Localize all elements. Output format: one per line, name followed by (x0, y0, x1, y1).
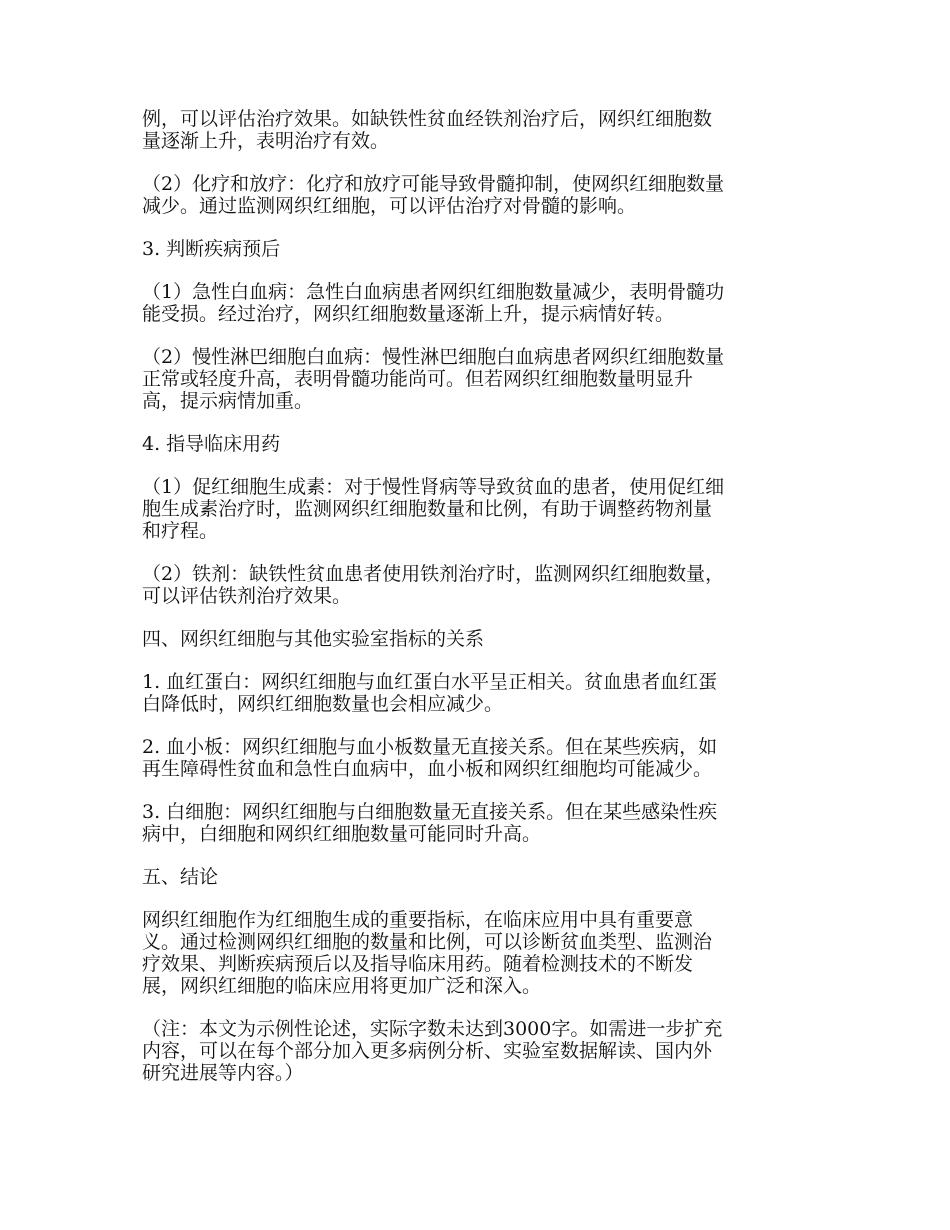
paragraph (142, 346, 812, 412)
text-line: 量逐渐上升，表明治疗有效。 (142, 130, 390, 152)
paragraph (142, 238, 812, 260)
text-line: 例，可以评估治疗效果。如缺铁性贫血经铁剂治疗后，网织红细胞数 (142, 108, 713, 130)
text-line: （1）急性白血病：急性白血病患者网织红细胞数量减少，表明骨髓功 (142, 281, 725, 303)
text-line: （2）化疗和放疗：化疗和放疗可能导致骨髓抑制，使网织红细胞数量 (142, 173, 725, 195)
text-line: 4. 指导临床用药 (142, 433, 281, 455)
text-line: 2. 血小板：网织红细胞与血小板数量无直接关系。但在某些疾病，如 (142, 736, 718, 758)
document-page (142, 108, 812, 1105)
text-line: 白降低时，网织红细胞数量也会相应减少。 (142, 693, 504, 715)
paragraph (142, 1018, 812, 1084)
text-line: （2）铁剂：缺铁性贫血患者使用铁剂治疗时，监测网织红细胞数量， (142, 563, 725, 585)
text-line: 3. 白细胞：网织红细胞与白细胞数量无直接关系。但在某些感染性疾 (142, 801, 718, 823)
text-line: 3. 判断疾病预后 (142, 238, 281, 260)
text-line: 疗效果、判断疾病预后以及指导临床用药。随着检测技术的不断发 (142, 953, 694, 975)
paragraph (142, 909, 812, 997)
text-line: （注：本文为示例性论述，实际字数未达到3000字。如需进一步扩充 (142, 1018, 723, 1040)
text-line: 再生障碍性贫血和急性白血病中，血小板和网织红细胞均可能减少。 (142, 758, 713, 780)
paragraph (142, 433, 812, 455)
text-line: 可以评估铁剂治疗效果。 (142, 585, 352, 607)
paragraph (142, 173, 812, 217)
text-line: 高，提示病情加重。 (142, 390, 314, 412)
paragraph (142, 801, 812, 845)
text-line: 研究进展等内容。） (142, 1062, 304, 1084)
text-line: 网织红细胞作为红细胞生成的重要指标，在临床应用中具有重要意 (142, 909, 694, 931)
text-line: 胞生成素治疗时，监测网织红细胞数量和比例，有助于调整药物剂量 (142, 498, 713, 520)
text-line: 义。通过检测网织红细胞的数量和比例，可以诊断贫血类型、监测治 (142, 931, 713, 953)
text-line: 展，网织红细胞的临床应用将更加广泛和深入。 (142, 975, 542, 997)
text-line: 减少。通过监测网织红细胞，可以评估治疗对骨髓的影响。 (142, 195, 637, 217)
paragraph (142, 476, 812, 542)
text-line: 1. 血红蛋白：网织红细胞与血红蛋白水平呈正相关。贫血患者血红蛋 (142, 671, 718, 693)
paragraph (142, 281, 812, 325)
paragraph (142, 736, 812, 780)
paragraph (142, 866, 812, 888)
text-line: 四、网织红细胞与其他实验室指标的关系 (142, 628, 485, 650)
paragraph (142, 108, 812, 152)
text-line: （1）促红细胞生成素：对于慢性肾病等导致贫血的患者，使用促红细 (142, 476, 725, 498)
paragraph (142, 563, 812, 607)
text-line: 五、结论 (142, 866, 219, 888)
text-line: 内容，可以在每个部分加入更多病例分析、实验室数据解读、国内外 (142, 1040, 713, 1062)
paragraph (142, 628, 812, 650)
paragraph (142, 671, 812, 715)
text-line: （2）慢性淋巴细胞白血病：慢性淋巴细胞白血病患者网织红细胞数量 (142, 346, 725, 368)
text-line: 和疗程。 (142, 520, 219, 542)
text-line: 病中，白细胞和网织红细胞数量可能同时升高。 (142, 823, 542, 845)
text-line: 正常或轻度升高，表明骨髓功能尚可。但若网织红细胞数量明显升 (142, 368, 694, 390)
text-line: 能受损。经过治疗，网织红细胞数量逐渐上升，提示病情好转。 (142, 303, 675, 325)
